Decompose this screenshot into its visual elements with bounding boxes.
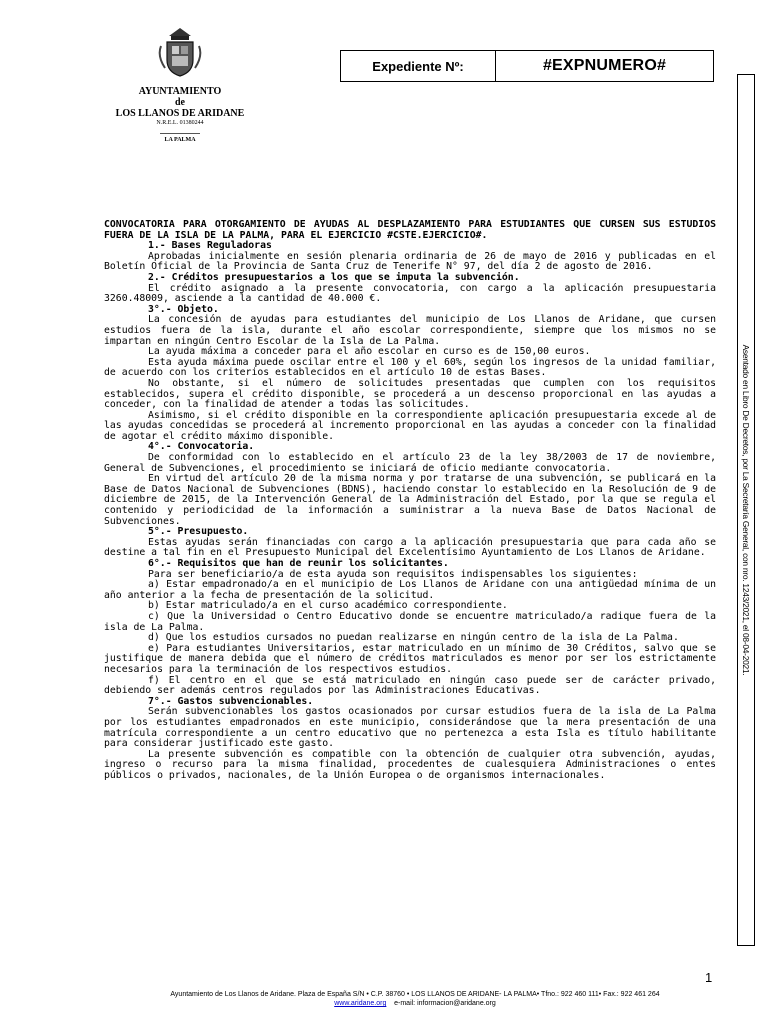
paragraph: El crédito asignado a la presente convocatoria, con cargo a la aplicación presupuestaria 3260.48009, asciende a la cantidad de 40.000 €.	[104, 282, 716, 305]
website-link[interactable]: www.aridane.org	[334, 1000, 387, 1007]
page-number: 1	[705, 970, 713, 985]
side-note-text: Asentado en Libro De Decretos, por La Secretaría General, con nro. 1243/2021, el 08-04-2021.	[741, 344, 751, 676]
list-item: b) Estar matriculado/a en el curso académico correspondiente.	[148, 600, 508, 612]
section-title: 3°.- Objeto.	[148, 303, 219, 315]
section-title: 7°.- Gastos subvencionables.	[148, 695, 314, 707]
paragraph: En virtud del artículo 20 de la misma norma y por tratarse de una subvención, se publicará en la Base de Datos Nacional de Subvenciones (BDNS), haciendo constar lo establecido en la Resolución de 9 de diciembre de 2015, de la Intervención General de la Administración del Estado, por la que se regula el contenido y periodicidad de la información a suministrar a la nueva Base de Datos Nacional de Subvenciones.	[104, 473, 716, 527]
paragraph: Aprobadas inicialmente en sesión plenaria ordinaria de 26 de mayo de 2016 y publicadas en el Boletín Oficial de la Provincia de Santa Cruz de Tenerife N° 97, del día 2 de agosto de 2016.	[104, 250, 716, 273]
list-item: f) El centro en el que se está matriculado en ningún caso puede ser de carácter privado, debiendo ser además centros regulados por las Administraciones Educativas.	[104, 674, 716, 697]
paragraph: Asimismo, si el crédito disponible en la correspondiente aplicación presupuestaria excede al de las ayudas concedidas se procederá al incremento proporcional en las ayudas a conceder con la finalidad de agotar el crédito máximo disponible.	[104, 409, 716, 442]
coat-of-arms-icon	[157, 26, 203, 78]
org-name-line3: LOS LLANOS DE ARIDANE	[115, 108, 245, 119]
org-name-line1: AYUNTAMIENTO	[138, 86, 222, 97]
list-item: d) Que los estudios cursados no puedan realizarse en ningún centro de la isla de La Palma.	[148, 632, 679, 644]
paragraph: Para ser beneficiario/a de esta ayuda son requisitos indispensables los siguientes:	[148, 568, 638, 580]
paragraph: Estas ayudas serán financiadas con cargo a la aplicación presupuestaria que para cada año se destine a tal fin en el Presupuesto Municipal del Excelentísimo Ayuntamiento de Los Llanos de Aridane.	[104, 536, 716, 559]
list-item: c) Que la Universidad o Centro Educativo donde se encuentre matriculado/a radique fuera de la isla de La Palma.	[104, 610, 716, 633]
list-item: e) Para estudiantes Universitarios, estar matriculado en un mínimo de 30 Créditos, salvo que se justifique de manera debida que el número de créditos matriculados es menor por ser los estrictamente necesarios para la terminación de los respectivos estudios.	[104, 642, 716, 675]
section-title: 5°.- Presupuesto.	[148, 526, 249, 538]
org-name-line2: de	[175, 97, 185, 108]
section-title: 6°.- Requisitos que han de reunir los solicitantes.	[148, 558, 449, 569]
footer-email: e-mail: informacion@aridane.org	[394, 1000, 496, 1007]
section-title: 2.- Créditos presupuestarios a los que se imputa la subvención.	[148, 271, 520, 283]
document-title: CONVOCATORIA PARA OTORGAMIENTO DE AYUDAS AL DESPLAZAMIENTO PARA ESTUDIANTES QUE CURSEN SUS ESTUDIOS FUERA DE LA ISLA DE LA PALMA, PARA EL EJERCICIO #CSTE.EJERCICIO#.	[104, 219, 716, 241]
paragraph: Esta ayuda máxima puede oscilar entre el 100 y el 60%, según los ingresos de la unidad familiar, de acuerdo con los criterios establecidos en el artículo 10 de estas Bases.	[104, 356, 716, 379]
island-name: LA PALMA	[164, 137, 196, 143]
paragraph: La presente subvención es compatible con la obtención de cualquier otra subvención, ayudas, ingreso o recurso para la misma finalidad, procedentes de cualesquiera Administraciones o entes públicos o privados, nacionales, de la Unión Europea o de organismos internacionales.	[104, 748, 716, 781]
expediente-box	[340, 50, 714, 82]
paragraph: De conformidad con lo establecido en el artículo 23 de la ley 38/2003 de 17 de noviembre, General de Subvenciones, el procedimiento se iniciará de oficio mediante convocatoria.	[104, 452, 716, 474]
document-body	[104, 220, 716, 781]
list-item: a) Estar empadronado/a en el municipio de Los Llanos de Aridane con una antigüedad mínima de un año anterior a la fecha de presentación de la solicitud.	[104, 579, 716, 601]
footer-address: Ayuntamiento de Los Llanos de Aridane. Plaza de España S/N • C.P. 38760 • LOS LLANOS DE ARIDANE- LA PALMA• Tfno.: 922 460 111• Fax.: 922 461 264	[170, 991, 660, 998]
divider	[160, 133, 200, 134]
side-note	[737, 74, 755, 946]
paragraph: La concesión de ayudas para estudiantes del municipio de Los Llanos de Aridane, que cursen estudios fuera de la isla, durante el año escolar correspondiente, siempre que los mismos no se impartan en ningún Centro Escolar de la Isla de La Palma.	[104, 314, 716, 347]
section-title: 4°.- Convocatoria.	[148, 441, 255, 453]
expediente-label: Expediente Nº:	[341, 51, 496, 81]
letterhead	[100, 26, 260, 143]
paragraph: Serán subvencionables los gastos ocasionados por cursar estudios fuera de la isla de La Palma por los estudiantes empadronados en este municipio, considerándose que la mera presentación de una matrícula correspondiente a un centro educativo que no pertenezca a esta Isla es título habilitante para considerar justificado este gasto.	[104, 706, 716, 750]
footer	[0, 990, 770, 1008]
paragraph: La ayuda máxima a conceder para el año escolar en curso es de 150,00 euros.	[148, 346, 591, 358]
expediente-number: #EXPNUMERO#	[542, 57, 667, 74]
section-title: 1.- Bases Reguladoras	[148, 240, 272, 252]
nrel-code: N.R.E.L. 01380244	[156, 120, 204, 126]
paragraph: No obstante, si el número de solicitudes presentadas que cumplen con los requisitos establecidos, supera el crédito disponible, se procederá a un descenso proporcional en las ayudas a conceder, con la finalidad de atender a todas las solicitudes.	[104, 377, 716, 411]
